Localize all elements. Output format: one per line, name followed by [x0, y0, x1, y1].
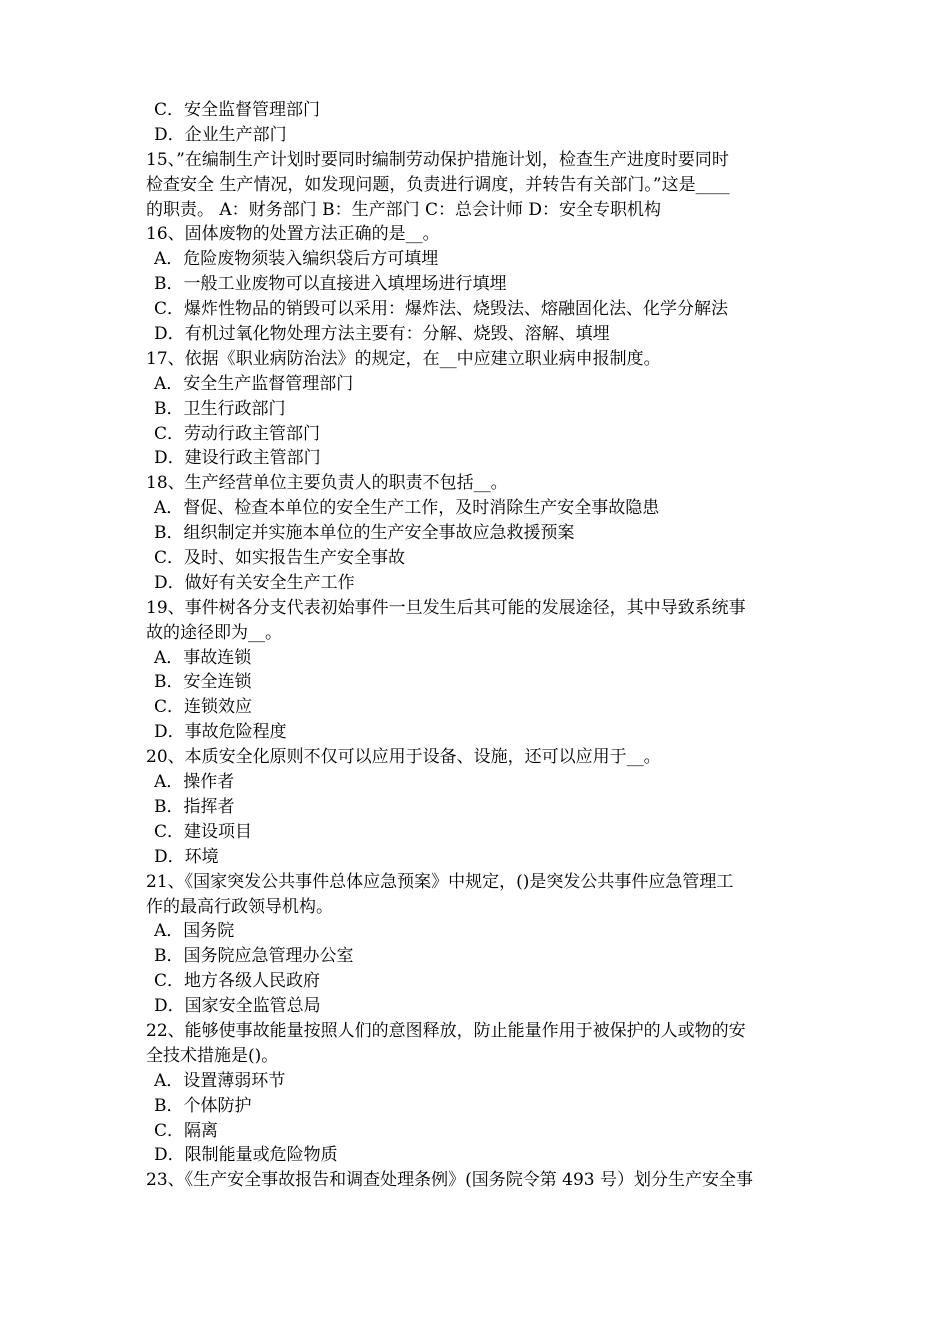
- question-line: 21、《国家突发公共事件总体应急预案》中规定，()是突发公共事件应急管理工: [146, 871, 734, 892]
- option-line: D．事故危险程度: [154, 722, 287, 743]
- option-line: C．建设项目: [154, 821, 253, 842]
- option-line: D．做好有关安全生产工作: [154, 572, 355, 593]
- option-line: B．个体防护: [154, 1095, 252, 1116]
- question-line: 检查安全 生产情况，如发现问题，负责进行调度，并转告有关部门。”这是____: [146, 174, 730, 195]
- option-line: D．建设行政主管部门: [154, 448, 321, 469]
- question-line: 22、能够使事故能量按照人们的意图释放，防止能量作用于被保护的人或物的安: [146, 1020, 746, 1041]
- option-line: D．环境: [154, 846, 219, 867]
- option-line: C．及时、如实报告生产安全事故: [154, 548, 406, 569]
- option-line: C．连锁效应: [154, 697, 253, 718]
- option-line: B．组织制定并实施本单位的生产安全事故应急救援预案: [154, 523, 575, 544]
- option-line: C．爆炸性物品的销毁可以采用：爆炸法、烧毁法、熔融固化法、化学分解法: [154, 299, 729, 320]
- option-line: D．国家安全监管总局: [154, 996, 321, 1017]
- option-line: A．国务院: [154, 921, 235, 942]
- option-line: B．国务院应急管理办公室: [154, 946, 354, 967]
- option-line: C．隔离: [154, 1120, 219, 1141]
- question-line: 18、生产经营单位主要负责人的职责不包括__。: [146, 473, 508, 494]
- question-line: 15、”在编制生产计划时要同时编制劳动保护措施计划，检查生产进度时要同时: [146, 149, 729, 170]
- option-line: D．限制能量或危险物质: [154, 1145, 338, 1166]
- option-line: C．劳动行政主管部门: [154, 423, 321, 444]
- question-line: 16、固体废物的处置方法正确的是__。: [146, 224, 440, 245]
- option-line: D．企业生产部门: [154, 124, 287, 145]
- question-line: 故的途径即为__。: [146, 622, 282, 643]
- option-line: C．安全监督管理部门: [154, 100, 321, 120]
- question-line: 作的最高行政领导机构。: [146, 896, 333, 917]
- option-line: B．卫生行政部门: [154, 398, 286, 419]
- question-line: 19、事件树各分支代表初始事件一旦发生后其可能的发展途径，其中导致系统事: [146, 597, 746, 618]
- question-line: 23、《生产安全事故报告和调查处理条例》(国务院令第 493 号）划分生产安全事: [146, 1170, 754, 1191]
- option-line: A．安全生产监督管理部门: [154, 373, 354, 394]
- document-page: [146, 98, 810, 1193]
- option-line: C．地方各级人民政府: [154, 971, 321, 992]
- option-line: D．有机过氧化物处理方法主要有：分解、烧毁、溶解、填埋: [154, 324, 610, 345]
- option-line: A．事故连锁: [154, 647, 252, 668]
- option-line: A．设置薄弱环节: [154, 1070, 286, 1091]
- option-line: B．指挥者: [154, 796, 235, 817]
- option-line: B．一般工业废物可以直接进入填埋场进行填埋: [154, 274, 507, 295]
- question-line: 全技术措施是()。: [146, 1045, 279, 1066]
- option-line: B．安全连锁: [154, 672, 252, 693]
- question-line: 17、依据《职业病防治法》的规定，在__中应建立职业病申报制度。: [146, 348, 661, 369]
- question-line: 的职责。 A：财务部门 B：生产部门 C：总会计师 D：安全专职机构: [146, 199, 662, 220]
- option-line: A．督促、检查本单位的安全生产工作，及时消除生产安全事故隐患: [154, 498, 660, 519]
- option-line: A．操作者: [154, 772, 235, 793]
- option-line: A．危险废物须装入编织袋后方可填埋: [154, 249, 439, 270]
- question-line: 20、本质安全化原则不仅可以应用于设备、设施，还可以应用于__。: [146, 747, 661, 768]
